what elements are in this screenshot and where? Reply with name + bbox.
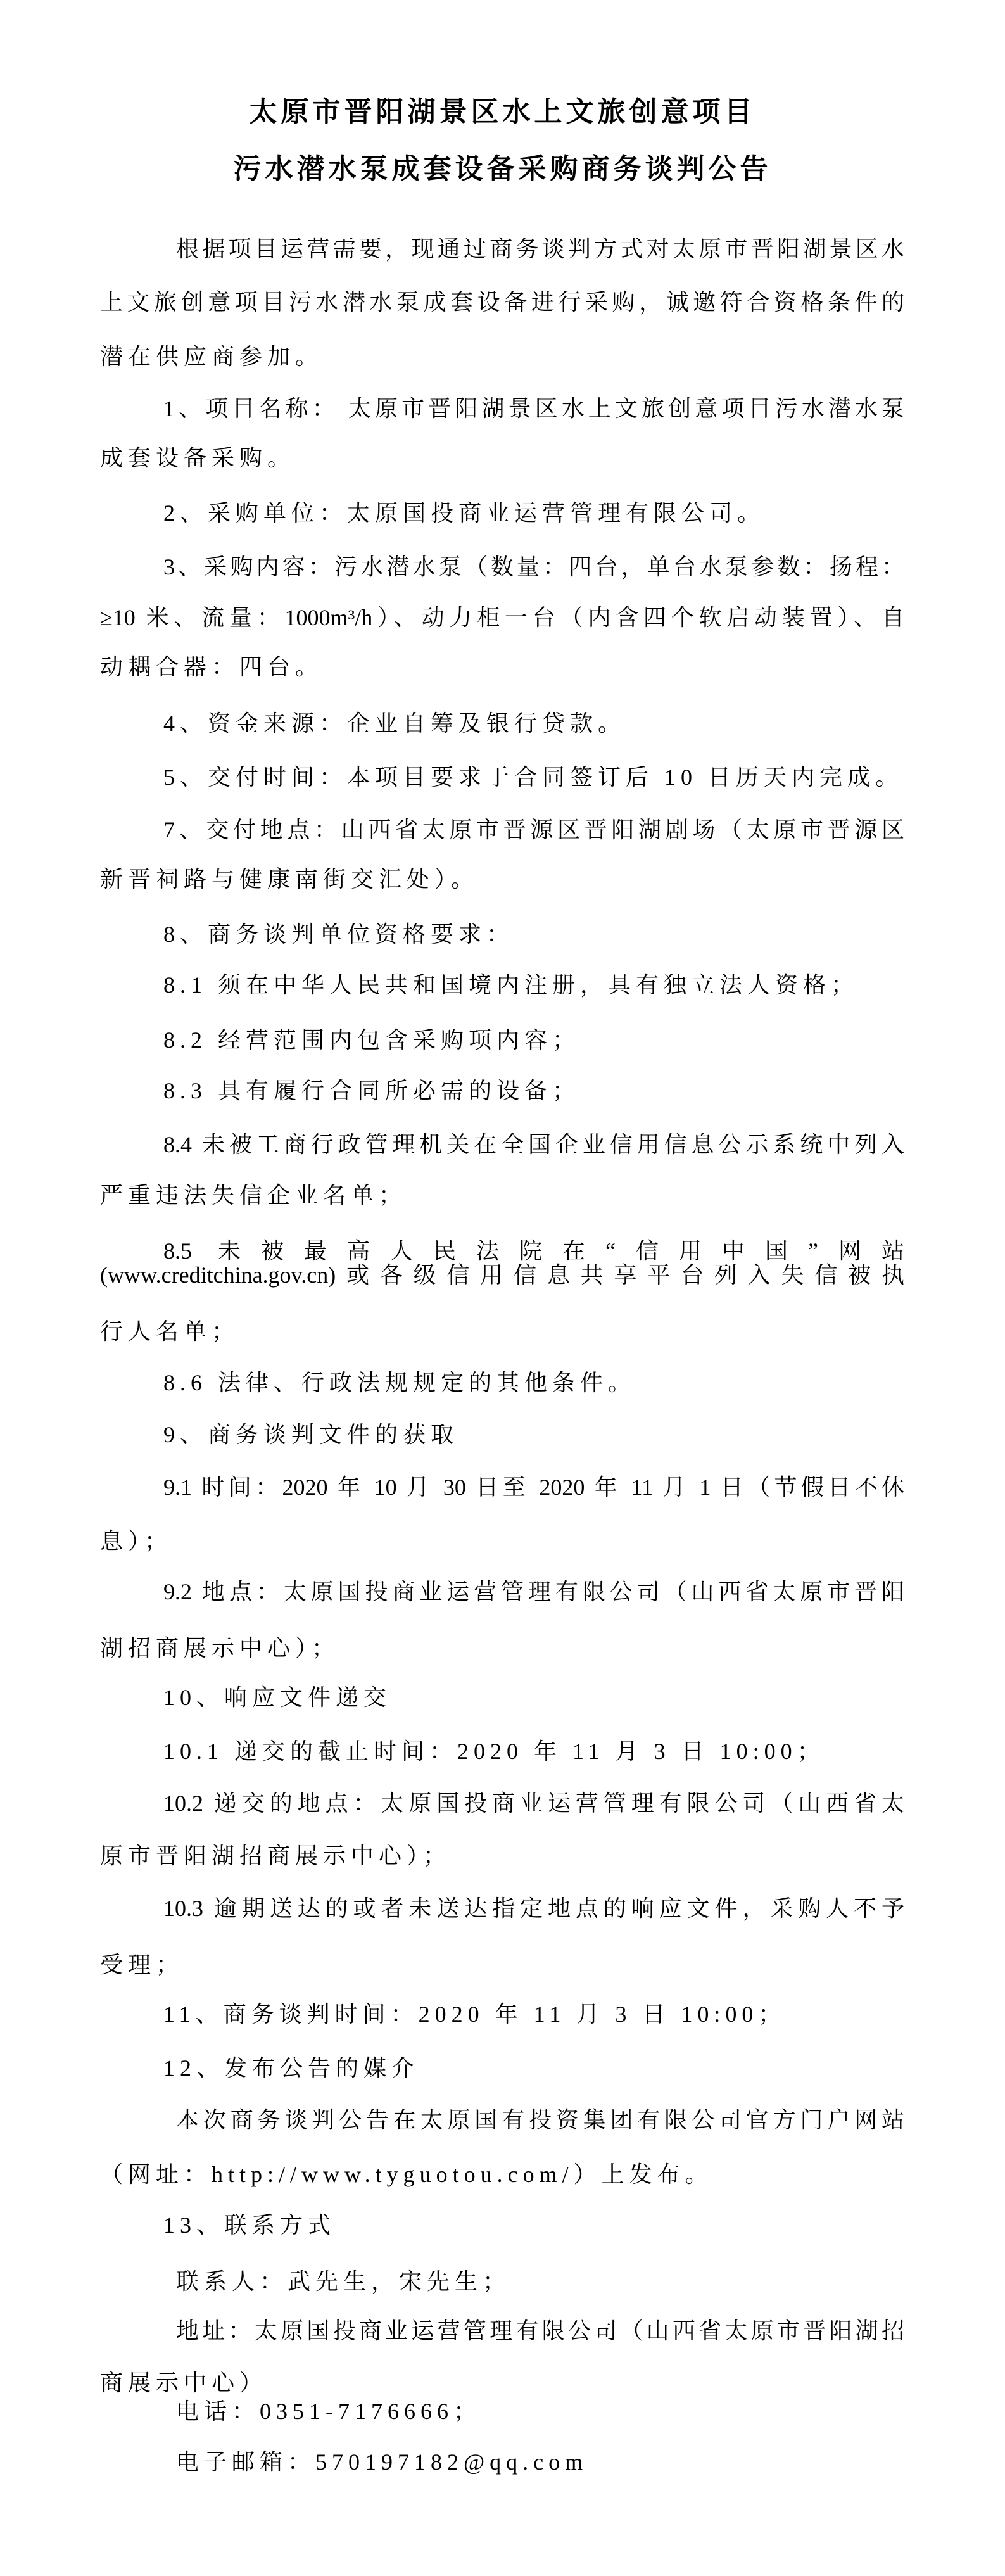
doc-line: 地址：太原国投商业运营管理有限公司（山西省太原市晋阳湖招 (176, 2318, 904, 2344)
doc-line: 7、交付地点：山西省太原市晋源区晋阳湖剧场（太原市晋源区 (163, 817, 904, 842)
doc-line: 动耦合器：四台。 (100, 654, 324, 680)
doc-line: 受理； (100, 1952, 184, 1977)
doc-line: ≥10 米、流量：1000m³/h）、动力柜一台（内含四个软启动装置）、自 (100, 605, 904, 630)
doc-line: 2、采购单位：太原国投商业运营管理有限公司。 (163, 500, 766, 526)
doc-line: 8、商务谈判单位资格要求： (163, 922, 515, 947)
doc-line: 严重违法失信企业名单； (100, 1183, 407, 1208)
doc-line: 10.3 逾期送达的或者未送达指定地点的响应文件，采购人不予 (163, 1896, 904, 1921)
doc-line: 上文旅创意项目污水潜水泵成套设备进行采购，诚邀符合资格条件的 (100, 289, 904, 315)
doc-line: 10、响应文件递交 (163, 1685, 392, 1710)
doc-line: 本次商务谈判公告在太原国有投资集团有限公司官方门户网站 (176, 2107, 904, 2133)
doc-line: 联系人：武先生，宋先生； (176, 2269, 511, 2294)
doc-line: (www.creditchina.gov.cn)或各级信用信息共享平台列入失信被执 (100, 1262, 904, 1288)
doc-line: 8.3 具有履行合同所必需的设备； (163, 1078, 581, 1103)
doc-line: 3、采购内容：污水潜水泵（数量：四台，单台水泵参数：扬程： (163, 554, 904, 580)
doc-line: 8.4 未被工商行政管理机关在全国企业信用信息公示系统中列入 (163, 1132, 904, 1157)
doc-line: 行人名单； (100, 1319, 240, 1344)
doc-line: 潜在供应商参加。 (100, 344, 324, 369)
doc-line: 9.2 地点：太原国投商业运营管理有限公司（山西省太原市晋阳 (163, 1579, 904, 1604)
doc-line: 原市晋阳湖招商展示中心）； (100, 1843, 452, 1869)
doc-line: 8.1 须在中华人民共和国境内注册，具有独立法人资格； (163, 972, 859, 998)
doc-line: 新晋祠路与健康南街交汇处）。 (100, 866, 479, 892)
doc-title-line-1: 太原市晋阳湖景区水上文旅创意项目 (249, 96, 756, 127)
doc-line: 根据项目运营需要，现通过商务谈判方式对太原市晋阳湖景区水 (176, 236, 904, 262)
doc-line: 11、商务谈判时间：2020 年 11 月 3 日 10:00； (163, 2002, 787, 2027)
doc-line: 湖招商展示中心）； (100, 1635, 340, 1661)
doc-line: 10.1 递交的截止时间：2020 年 11 月 3 日 10:00； (163, 1739, 825, 1764)
doc-line: 电子邮箱：570197182@qq.com (176, 2449, 588, 2475)
doc-line: 成套设备采购。 (100, 445, 296, 471)
doc-line: 商展示中心） (100, 2370, 268, 2395)
doc-line: 9、商务谈判文件的获取 (163, 1422, 459, 1447)
doc-line: 10.2 递交的地点：太原国投商业运营管理有限公司（山西省太 (163, 1791, 904, 1816)
doc-title-line-2: 污水潜水泵成套设备采购商务谈判公告 (233, 153, 772, 184)
doc-line: 9.1 时间：2020 年 10 月 30 日至 2020 年 11 月 1 日（节假日不休 (163, 1475, 904, 1500)
doc-line: 8.6 法律、行政法规规定的其他条件。 (163, 1370, 636, 1395)
doc-line: 1、项目名称： 太原市晋阳湖景区水上文旅创意项目污水潜水泵 (163, 396, 904, 421)
doc-line: 5、交付时间：本项目要求于合同签订后 10 日历天内完成。 (163, 765, 904, 790)
doc-line: 8.5 未被最高人民法院在“信用中国”网站 (163, 1238, 904, 1264)
doc-line: （网址：http://www.tyguotou.com/）上发布。 (100, 2162, 713, 2187)
doc-line: 电话：0351-7176666； (176, 2399, 481, 2424)
doc-line: 13、联系方式 (163, 2212, 336, 2238)
doc-line: 4、资金来源：企业自筹及银行贷款。 (163, 711, 626, 736)
doc-line: 12、发布公告的媒介 (163, 2055, 420, 2081)
doc-line: 息）； (100, 1528, 173, 1554)
doc-line: 8.2 经营范围内包含采购项内容； (163, 1027, 581, 1053)
